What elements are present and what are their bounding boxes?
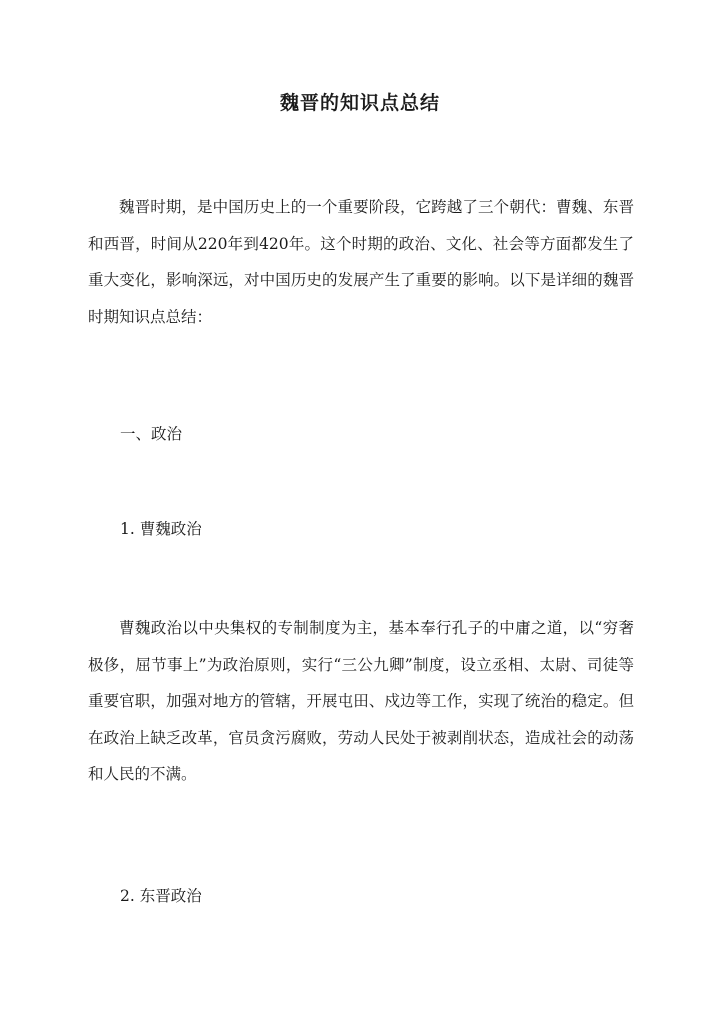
caowei-paragraph: 曹魏政治以中央集权的专制制度为主，基本奉行孔子的中庸之道，以“穷奢极侈，屈节事上”为政治原则，实行“三公九卿”制度，设立丞相、太尉、司徒等重要官职，加强对地方的管辖，开展屯田、戍边等工作，实现了统治的稳定。但在政治上缺乏改革，官员贪污腐败，劳动人民处于被剥削状态，造成社会的动荡和人民的不满。 [88,619,634,783]
document-title: 魏晋的知识点总结 [279,92,440,114]
section-heading-politics: 一、政治 [120,425,183,443]
intro-paragraph: 魏晋时期，是中国历史上的一个重要阶段，它跨越了三个朝代：曹魏、东晋和西晋，时间从220年到420年。这个时期的政治、文化、社会等方面都发生了重大变化，影响深远，对中国历史的发展产生了重要的影响。以下是详细的魏晋时期知识点总结： [88,198,634,326]
subsection-heading-dongjin: 2. 东晋政治 [120,887,202,905]
subsection-heading-caowei: 1. 曹魏政治 [120,520,202,538]
